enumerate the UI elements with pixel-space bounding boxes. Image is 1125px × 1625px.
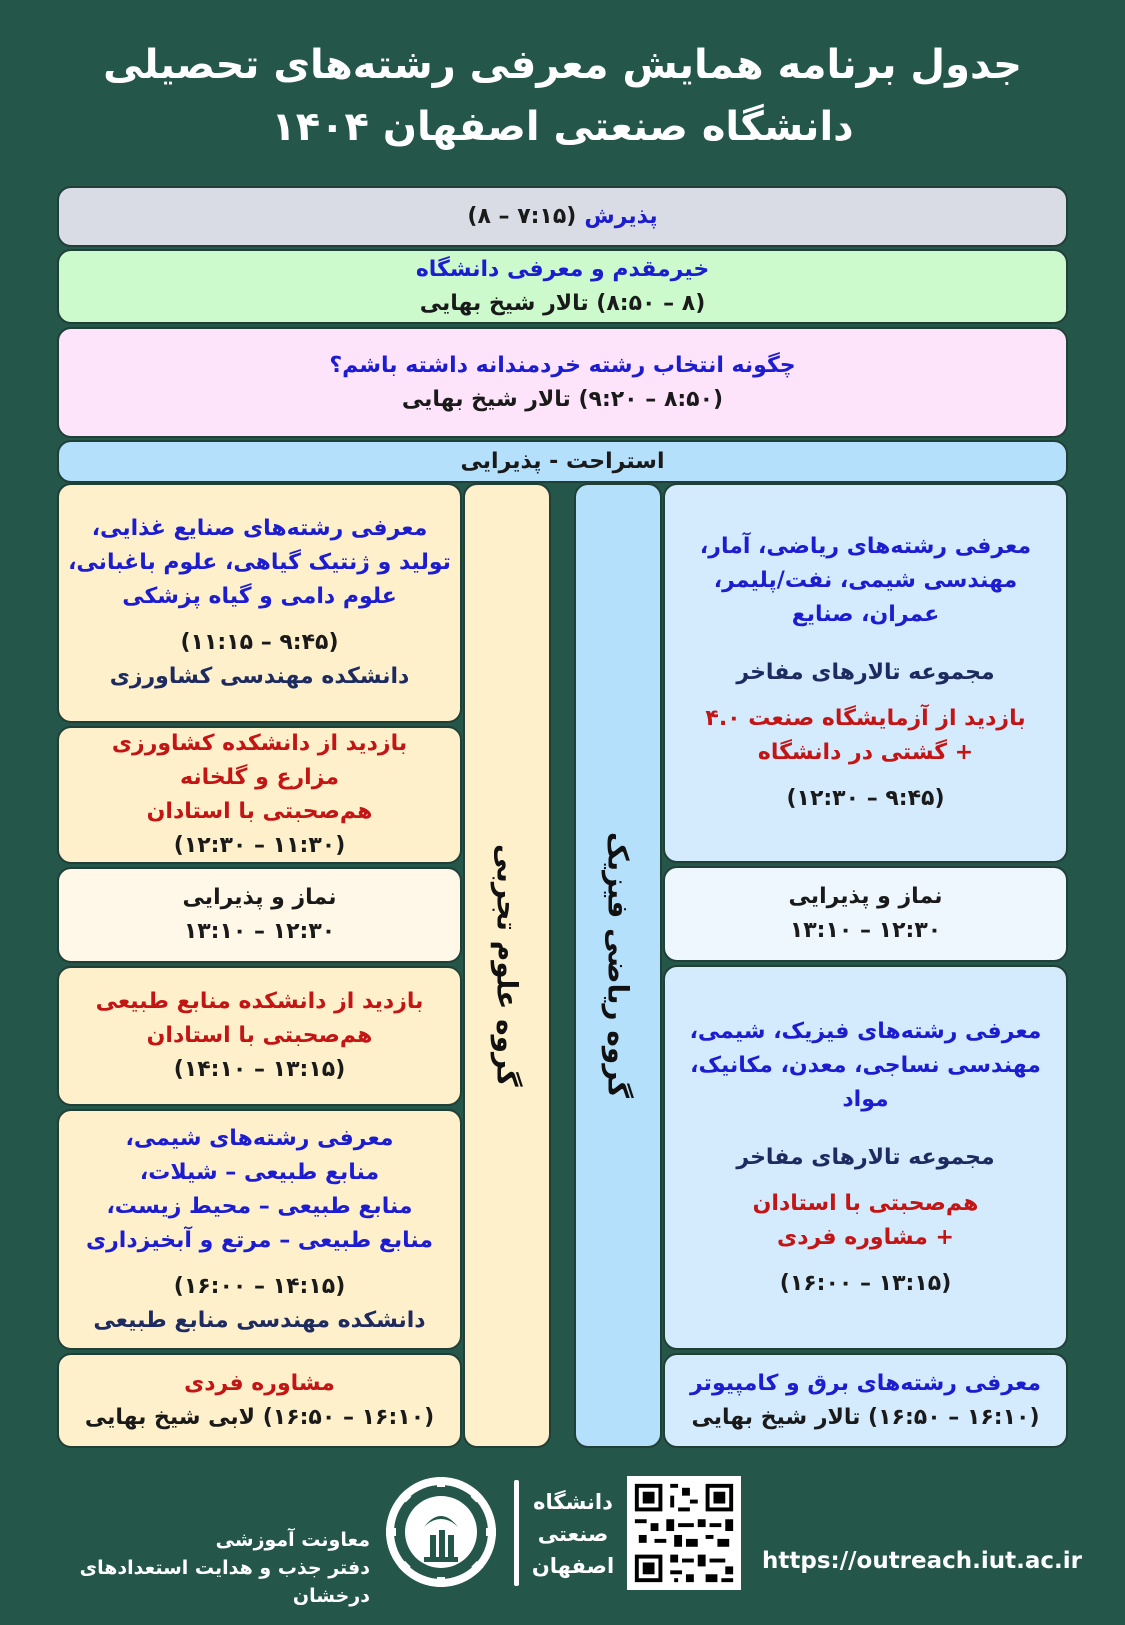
footer-university-name (528, 1486, 618, 1582)
math-s1-visit1: بازدید از آزمایشگاه صنعت ۴.۰ (705, 706, 1026, 731)
life-session-3 (57, 966, 462, 1106)
math-s2-venue: مجموعه تالارهای مفاخر (736, 1144, 995, 1170)
group-math-physics-label: گروه ریاضی فیزیک (601, 832, 635, 1099)
break-row (57, 440, 1068, 483)
math-session-1 (663, 483, 1068, 863)
uni-line3: اصفهان (531, 1554, 615, 1578)
qr-code-icon[interactable] (627, 1476, 741, 1590)
life-prayer-break (57, 867, 462, 963)
uni-line2: صنعتی (537, 1522, 609, 1546)
life-s4-venue: دانشکده مهندسی منابع طبیعی (93, 1307, 426, 1333)
footer-dept-line2: دفتر جذب و هدایت استعدادهای درخشان (79, 1557, 370, 1607)
group-life-sciences-label: گروه علوم تجربی (490, 844, 524, 1087)
life-s4-time: (۱۴:۱۵ – ۱۶:۰۰) (173, 1273, 346, 1299)
university-logo (384, 1475, 498, 1589)
page-title (0, 34, 1125, 158)
math-s1-line1: معرفی رشته‌های ریاضی، آمار، (699, 534, 1032, 559)
life-s3-line1: بازدید از دانشکده منابع طبیعی (95, 989, 424, 1014)
life-s1-line1: معرفی رشته‌های صنایع غذایی، (91, 516, 428, 541)
life-session-2 (57, 726, 462, 864)
welcome-row (57, 249, 1068, 324)
title-line-1: جدول برنامه همایش معرفی رشته‌های تحصیلی (103, 42, 1022, 88)
life-s5-time: (۱۶:۱۰ – ۱۶:۵۰) لابی شیخ بهایی (84, 1404, 435, 1430)
howto-title: چگونه انتخاب رشته خردمندانه داشته باشم؟ (329, 352, 796, 378)
math-s3-line1 (690, 1367, 1041, 1401)
math-break-label: نماز و پذیرایی (788, 884, 943, 909)
life-s4-line1: معرفی رشته‌های شیمی، (125, 1125, 394, 1151)
outreach-link[interactable]: https://outreach.iut.ac.ir (762, 1548, 1083, 1574)
life-s4-line2: منابع طبیعی – شیلات، (139, 1159, 380, 1185)
math-s1-line3: عمران، صنایع (791, 602, 940, 627)
math-prayer-break (663, 866, 1068, 962)
life-session-1 (57, 483, 462, 723)
life-session-4 (57, 1109, 462, 1350)
math-s1-venue: مجموعه تالارهای مفاخر (736, 660, 995, 685)
math-s3-title: معرفی رشته‌های برق و کامپیوتر (690, 1370, 1041, 1396)
life-s4-line4: منابع طبیعی – مرتع و آبخیزداری (85, 1227, 434, 1253)
math-break-time: ۱۲:۳۰ – ۱۳:۱۰ (789, 918, 942, 943)
howto-row (57, 327, 1068, 438)
reception-label: پذیرش (584, 203, 658, 229)
footer-divider (514, 1480, 519, 1586)
math-s1-time: (۹:۴۵ – ۱۲:۳۰) (786, 786, 945, 811)
footer-department (20, 1526, 370, 1610)
reception-time: (۷:۱۵ – ۸) (467, 203, 577, 229)
life-s3-line2: هم‌صحبتی با استادان (146, 1023, 373, 1048)
math-s1-line2: مهندسی شیمی، نفت/پلیمر، (713, 568, 1018, 593)
life-s2-line1: بازدید از دانشکده کشاورزی (111, 731, 408, 756)
welcome-time: (۸ – ۸:۵۰) تالار شیخ بهایی (419, 290, 706, 316)
math-session-3 (663, 1353, 1068, 1448)
life-session-5 (57, 1353, 462, 1448)
group-math-physics (574, 483, 662, 1448)
life-s1-venue: دانشکده مهندسی کشاورزی (109, 664, 410, 689)
life-s2-line2: مزارع و گلخانه (179, 765, 340, 790)
break-label: استراحت - پذیرایی (460, 448, 665, 474)
life-s5-line1: مشاوره فردی (184, 1370, 335, 1396)
group-life-sciences (463, 483, 551, 1448)
life-s1-line3: علوم دامی و گیاه پزشکی (122, 584, 397, 609)
title-line-2: دانشگاه صنعتی اصفهان ۱۴۰۴ (271, 104, 854, 150)
math-s2-time: (۱۳:۱۵ – ۱۶:۰۰) (779, 1270, 952, 1296)
life-s2-line3: هم‌صحبتی با استادان (146, 799, 373, 824)
math-s2-line2: مهندسی نساجی، معدن، مکانیک، مواد (690, 1052, 1041, 1112)
uni-line1: دانشگاه (533, 1490, 613, 1514)
life-s1-time: (۹:۴۵ – ۱۱:۱۵) (180, 630, 339, 655)
footer-dept-line1: معاونت آموزشی (215, 1529, 370, 1551)
howto-time: (۸:۵۰ – ۹:۲۰) تالار شیخ بهایی (401, 386, 724, 412)
math-s2-talk1: هم‌صحبتی با استادان (752, 1190, 979, 1216)
math-s2-talk2: + مشاوره فردی (777, 1224, 954, 1250)
reception-row (57, 186, 1068, 247)
math-s1-visit2: + گشتی در دانشگاه (757, 740, 974, 765)
life-s2-time: (۱۱:۳۰ – ۱۲:۳۰) (173, 833, 346, 858)
math-s2-line1: معرفی رشته‌های فیزیک، شیمی، (689, 1018, 1042, 1044)
life-s3-time: (۱۳:۱۵ – ۱۴:۱۰) (173, 1057, 346, 1082)
life-s4-line3: منابع طبیعی – محیط زیست، (106, 1193, 413, 1219)
life-break-time: ۱۲:۳۰ – ۱۳:۱۰ (183, 919, 336, 944)
life-s1-line2: تولید و ژنتیک گیاهی، علوم باغبانی، (68, 550, 451, 575)
math-s3-time: (۱۶:۱۰ – ۱۶:۵۰) تالار شیخ بهایی (691, 1404, 1040, 1430)
welcome-title: خیرمقدم و معرفی دانشگاه (415, 256, 710, 282)
life-break-label: نماز و پذیرایی (182, 885, 337, 910)
math-session-2 (663, 965, 1068, 1350)
